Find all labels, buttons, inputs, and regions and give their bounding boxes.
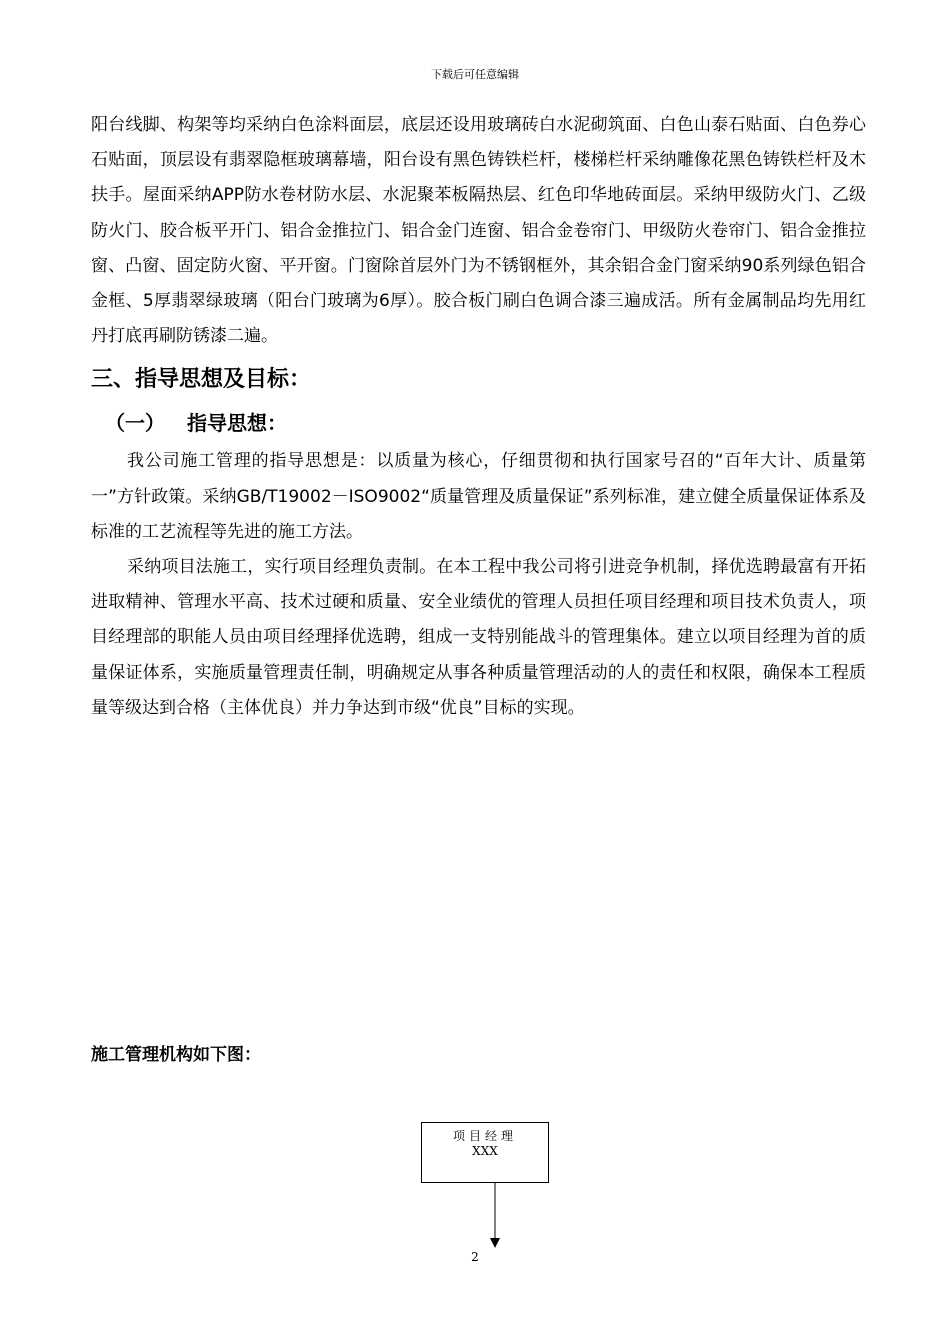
org-box-name: XXX xyxy=(472,1144,498,1158)
subsection-1-heading xyxy=(105,404,866,442)
page-header: 下载后可任意编辑 xyxy=(431,68,519,81)
org-box-label: 项目经理 xyxy=(452,1129,517,1143)
org-chart-project-manager-box xyxy=(421,1122,549,1183)
org-chart-caption: 施工管理机构如下图： xyxy=(91,1045,261,1065)
page-number: 2 xyxy=(471,1250,479,1264)
section-3-heading: 三、指导思想及目标： xyxy=(91,367,312,393)
org-chart-down-arrow-icon xyxy=(490,1183,500,1249)
document-body xyxy=(91,108,866,726)
subsection-1-number: （一） xyxy=(105,411,165,436)
subsection-1-title: 指导思想： xyxy=(187,411,287,436)
intro-paragraph: 阳台线脚、构架等均采纳白色涂料面层，底层还设用玻璃砖白水泥砌筑面、白色山泰石贴面、白色券心石贴面，顶层设有翡翠隐框玻璃幕墙，阳台设有黑色铸铁栏杆，楼梯栏杆采纳雕像花黑色铸铁栏杆及木扶手。屋面采纳APP防水卷材防水层、水泥聚苯板隔热层、红色印华地砖面层。采纳甲级防火门、乙级防火门、胶合板平开门、铝合金推拉门、铝合金门连窗、铝合金卷帘门、甲级防火卷帘门、铝合金推拉窗、凸窗、固定防火窗、平开窗。门窗除首层外门为不锈钢框外，其余铝合金门窗采纳90系列绿色铝合金框、5厚翡翠绿玻璃（阳台门玻璃为6厚）。胶合板门刷白色调合漆三遍成活。所有金属制品均先用红丹打底再刷防锈漆二遍。 xyxy=(91,115,866,347)
guiding-ideology-paragraph: 我公司施工管理的指导思想是：以质量为核心，仔细贯彻和执行国家号召的“百年大计、质量第一”方针政策。采纳GB/T19002－ISO9002“质量管理及质量保证”系列标准，建立健全质量保证体系及标准的工艺流程等先进的施工方法。 xyxy=(91,451,866,542)
project-method-paragraph: 采纳项目法施工，实行项目经理负责制。在本工程中我公司将引进竞争机制，择优选聘最富有开拓进取精神、管理水平高、技术过硬和质量、安全业绩优的管理人员担任项目经理和项目技术负责人，项目经理部的职能人员由项目经理择优选聘，组成一支特别能战斗的管理集体。建立以项目经理为首的质量保证体系，实施质量管理责任制，明确规定从事各种质量管理活动的人的责任和权限，确保本工程质量等级达到合格（主体优良）并力争达到市级“优良”目标的实现。 xyxy=(91,557,866,718)
